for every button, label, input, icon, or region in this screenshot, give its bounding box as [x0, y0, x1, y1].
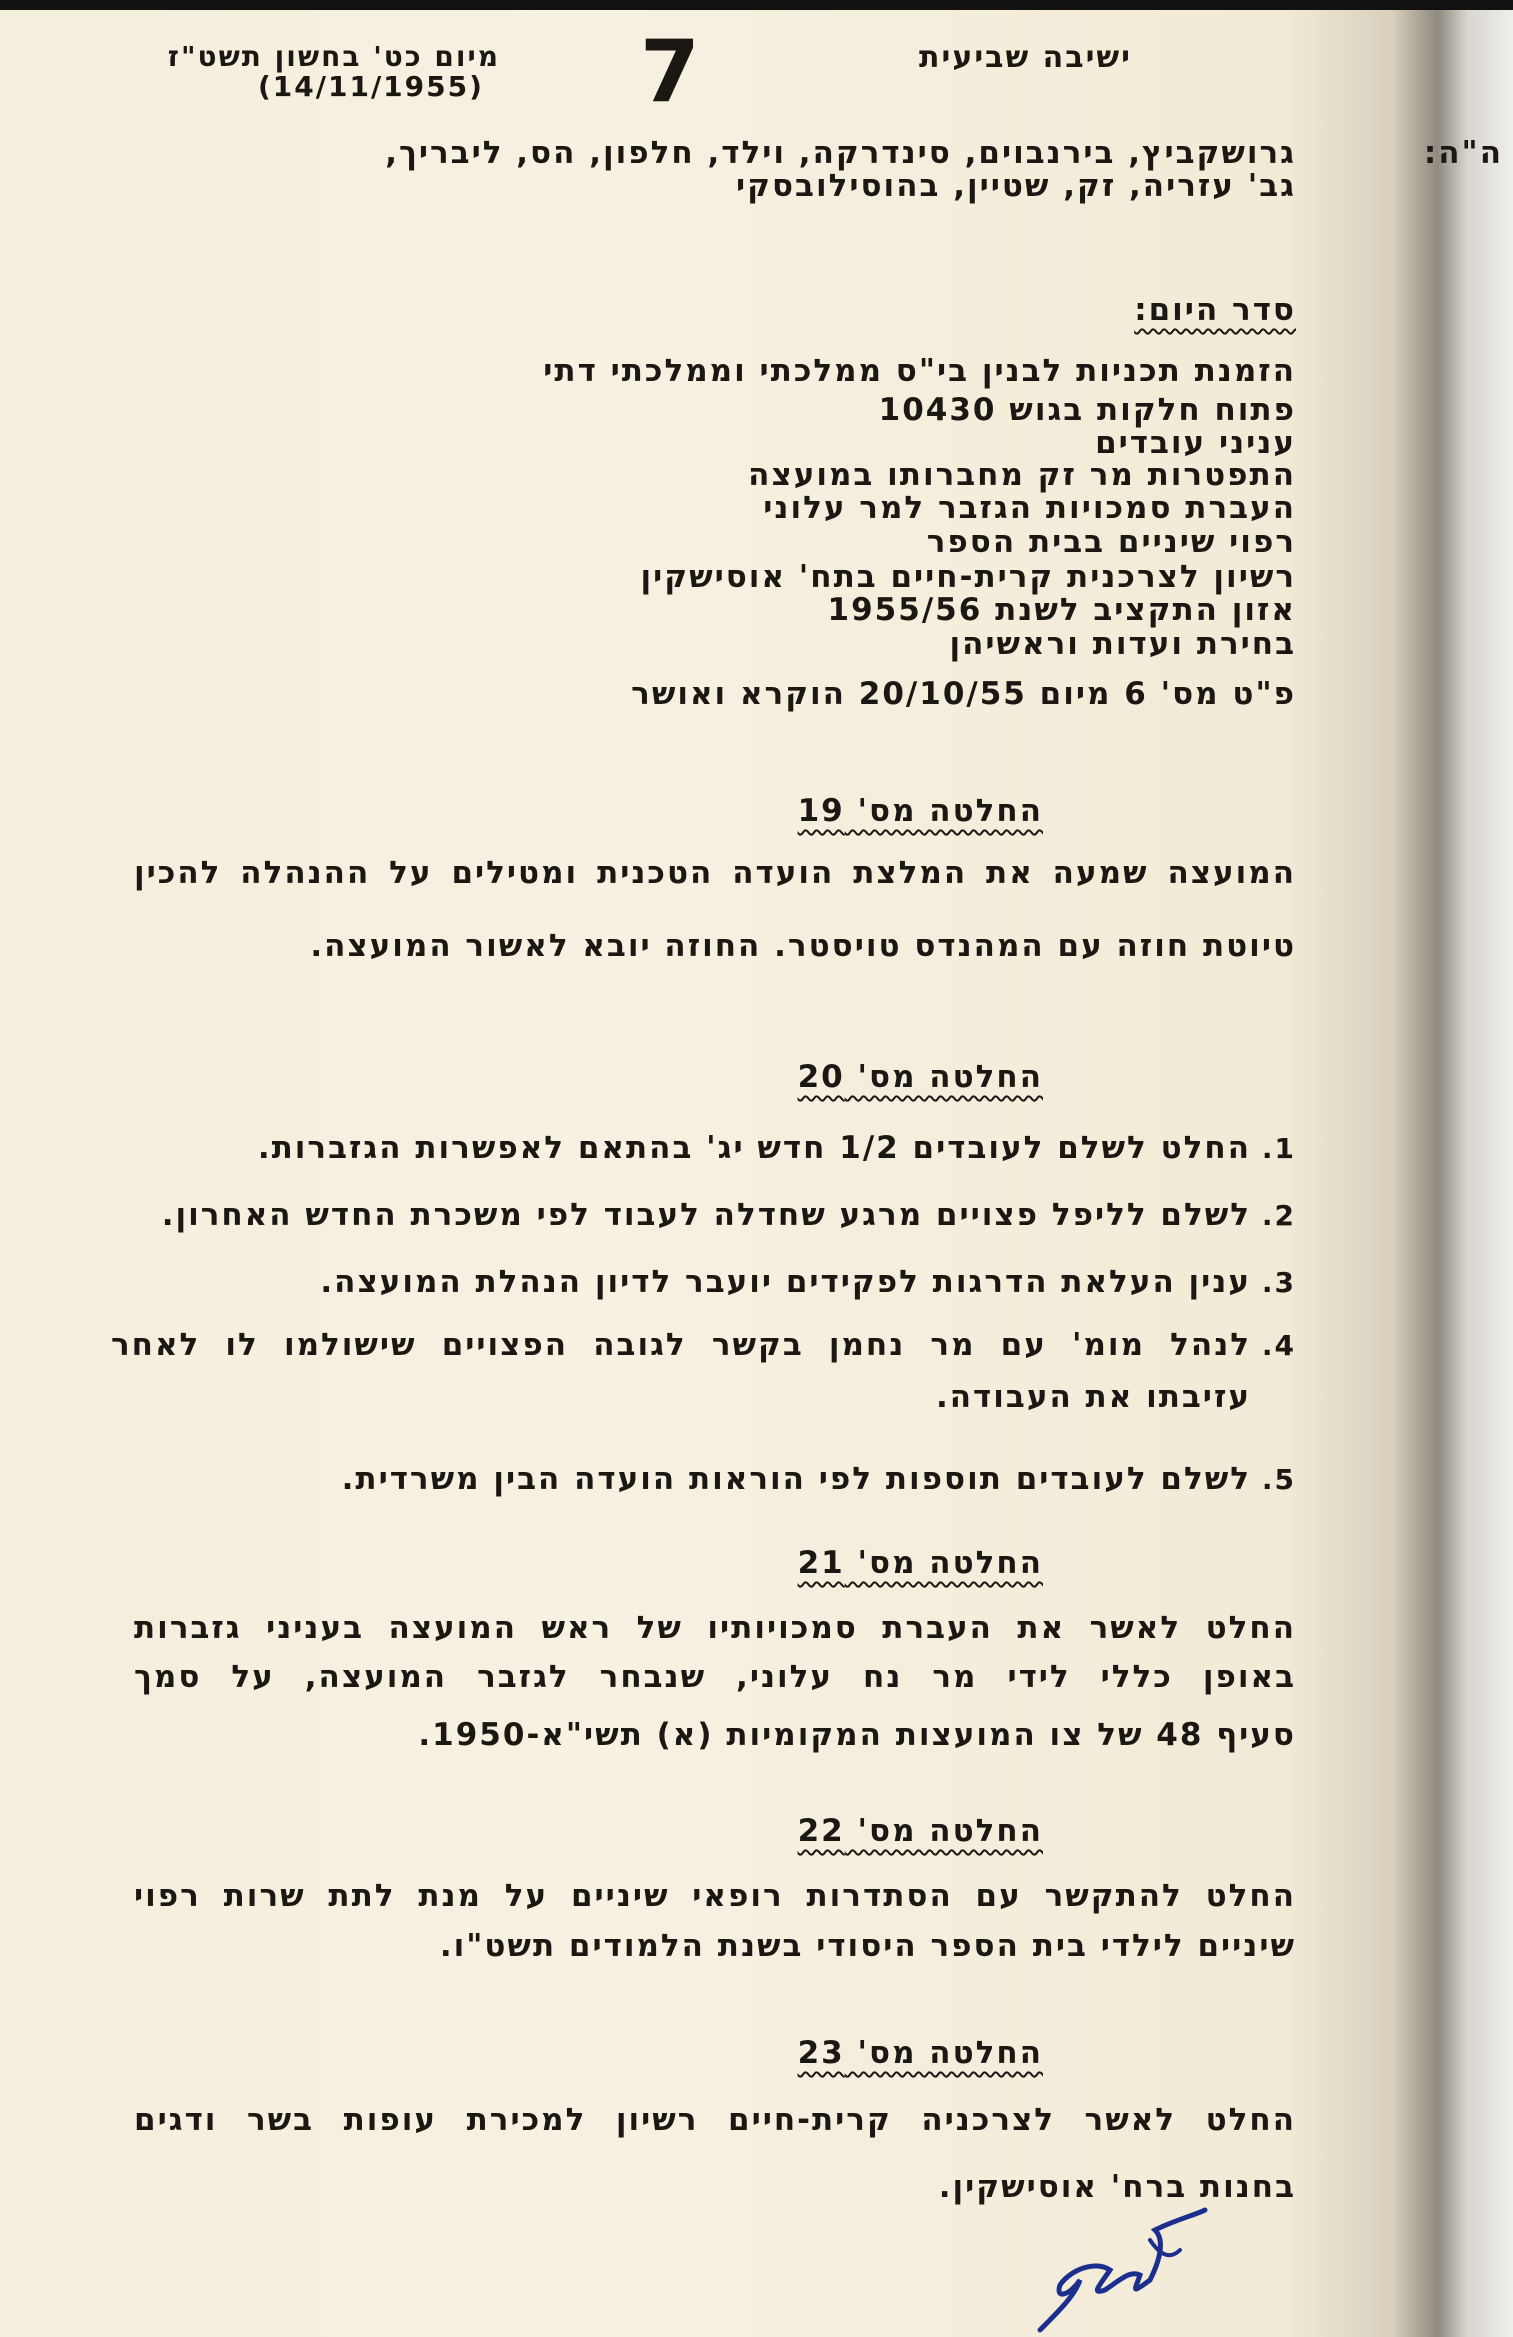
decision-item-text: עזיבתו את העבודה. — [935, 1379, 1251, 1415]
agenda-item: אזון התקציב לשנת 1955/56 — [827, 592, 1296, 628]
decision-heading: החלטה מס' 23 — [797, 2035, 1043, 2071]
scan-edge — [0, 0, 1513, 10]
decision-item-text: החלט לשלם לעובדים 1/2 חדש יג' בהתאם לאפשרות הגזברות. — [257, 1130, 1251, 1166]
decision-text: טיוטת חוזה עם המהנדס טויסטר. החוזה יובא לאשור המועצה. — [310, 928, 1296, 964]
gregorian-date: (14/11/1955) — [258, 70, 484, 103]
attendees-label: ה"ה: — [1423, 135, 1503, 171]
agenda-item: הזמנת תכניות לבנין בי"ס ממלכתי וממלכתי דתי — [543, 353, 1296, 389]
decision-text: המועצה שמעה את המלצת הועדה הטכנית ומטילים על ההנהלה להכין — [134, 855, 1296, 891]
decision-text: סעיף 48 של צו המועצות המקומיות (א) תשי"א-1950. — [418, 1717, 1296, 1753]
protocol-note: פ"ט מס' 6 מיום 20/10/55 הוקרא ואושר — [631, 676, 1296, 712]
agenda-item: רפוי שיניים בבית הספר — [926, 524, 1296, 560]
decision-item-text: ענין העלאת הדרגות לפקידים יועבר לדיון הנהלת המועצה. — [320, 1264, 1251, 1300]
agenda-heading: סדר היום: — [1134, 292, 1296, 328]
decision-item-text: לשלם לעובדים תוספות לפי הוראות הועדה הבין משרדית. — [341, 1461, 1251, 1497]
item-number: 2. — [1261, 1199, 1296, 1232]
agenda-item: עניני עובדים — [1095, 425, 1296, 461]
decision-item-text: לשלם לליפל פצויים מרגע שחדלה לעבוד לפי משכרת החדש האחרון. — [161, 1197, 1251, 1233]
meeting-title: ישיבה שביעית — [919, 40, 1132, 75]
decision-heading: החלטה מס' 21 — [797, 1545, 1043, 1581]
item-number: 3. — [1261, 1266, 1296, 1299]
decision-text: בחנות ברח' אוסישקין. — [938, 2169, 1296, 2205]
decision-heading: החלטה מס' 22 — [797, 1813, 1043, 1849]
decision-text: החלט לאשר לצרכניה קרית-חיים רשיון למכירת עופות בשר ודגים — [134, 2102, 1296, 2138]
attendees-line: גב' עזריה, זק, שטיין, בהוסילובסקי — [736, 168, 1296, 204]
decision-text: שיניים לילדי בית הספר היסודי בשנת הלמודים תשט"ו. — [439, 1928, 1296, 1964]
page-number: 7 — [640, 22, 700, 122]
agenda-item: פתוח חלקות בגוש 10430 — [878, 392, 1296, 428]
agenda-item: התפטרות מר זק מחברותו במועצה — [748, 457, 1296, 493]
decision-heading: החלטה מס' 20 — [797, 1059, 1043, 1095]
agenda-item: בחירת ועדות וראשיהן — [949, 626, 1296, 662]
agenda-item: רשיון לצרכנית קרית-חיים בתח' אוסישקין — [640, 559, 1296, 595]
item-number: 4. — [1261, 1329, 1296, 1362]
hebrew-date: מיום כט' בחשון תשט"ז — [167, 40, 500, 73]
decision-heading: החלטה מס' 19 — [797, 793, 1043, 829]
item-number: 1. — [1261, 1132, 1296, 1165]
decision-text: באופן כללי לידי מר נח עלוני, שנבחר לגזבר המועצה, על סמך — [134, 1659, 1296, 1695]
decision-text: החלט לאשר את העברת סמכויותיו של ראש המועצה בעניני גזברות — [134, 1610, 1296, 1646]
item-number: 5. — [1261, 1463, 1296, 1496]
decision-item-text: לנהל מומ' עם מר נחמן בקשר לגובה הפצויים שישולמו לו לאחר — [111, 1327, 1251, 1363]
attendees-line: גרושקביץ, בירנבוים, סינדרקה, וילד, חלפון, הס, ליבריך, — [385, 135, 1296, 171]
decision-text: החלט להתקשר עם הסתדרות רופאי שיניים על מנת לתת שרות רפוי — [134, 1878, 1296, 1914]
agenda-item: העברת סמכויות הגזבר למר עלוני — [763, 490, 1296, 526]
signature — [1000, 2200, 1210, 2337]
